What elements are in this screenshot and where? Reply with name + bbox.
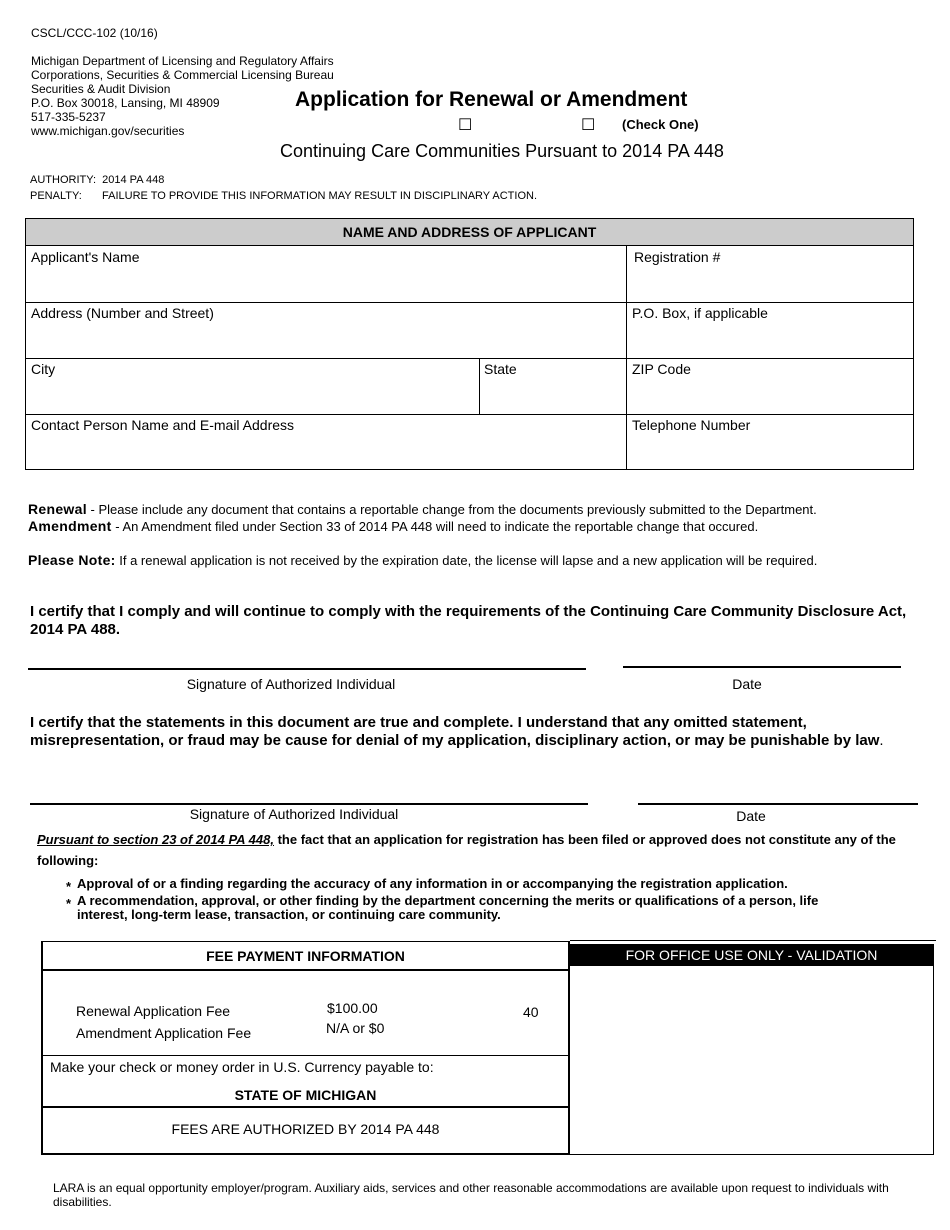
form-id: CSCL/CCC-102 (10/16) bbox=[31, 26, 158, 40]
please-note-label: Please Note: bbox=[28, 552, 116, 568]
fees-authorized-note: FEES ARE AUTHORIZED BY 2014 PA 448 bbox=[171, 1121, 440, 1137]
signature-line-1[interactable] bbox=[28, 668, 586, 670]
agency-line-1: Michigan Department of Licensing and Regulatory Affairs bbox=[31, 54, 334, 68]
page-subtitle: Continuing Care Communities Pursuant to 2014 PA 448 bbox=[280, 141, 724, 161]
renewal-checkbox[interactable]: ☐ bbox=[458, 117, 473, 134]
bullet-text: Approval of or a finding regarding the accuracy of any information in or accompanying the registration application. bbox=[77, 876, 788, 891]
divider bbox=[43, 969, 568, 971]
agency-address: P.O. Box 30018, Lansing, MI 48909 bbox=[31, 96, 220, 110]
city-field[interactable]: City bbox=[31, 361, 56, 377]
fee-section-header: FEE PAYMENT INFORMATION bbox=[206, 948, 405, 964]
equal-opportunity-footer: LARA is an equal opportunity employer/program. Auxiliary aids, services and other reasonable accommodations are available upon request to individuals with disabilities. bbox=[53, 1181, 889, 1209]
amendment-checkbox[interactable]: ☐ bbox=[581, 117, 596, 134]
address-field[interactable]: Address (Number and Street) bbox=[31, 305, 214, 321]
bullet-marker: * bbox=[66, 879, 72, 894]
authority-value: 2014 PA 448 bbox=[102, 174, 165, 186]
amendment-note bbox=[28, 518, 758, 534]
penalty-label: PENALTY: bbox=[30, 190, 82, 202]
renewal-fee-label: Renewal Application Fee bbox=[76, 1003, 231, 1019]
po-box-field[interactable]: P.O. Box, if applicable bbox=[632, 305, 768, 321]
bullet-text: A recommendation, approval, or other finding by the department concerning the merits or qualifications of a person, life interest, long-term lease, transaction, or continuing care community. bbox=[77, 893, 819, 922]
pursuant-reference: Pursuant to section 23 of 2014 PA 448, bbox=[37, 832, 274, 847]
amendment-note-text: - An Amendment filed under Section 33 of 2014 PA 448 will need to indicate the reportable change that occured. bbox=[111, 519, 759, 534]
certification-truth-text: I certify that the statements in this document are true and complete. I understand that any omitted statement, misrepresentation, or fraud may be cause for denial of my application, disciplinary action, or may be punishable by law bbox=[30, 714, 880, 749]
signature-line-2[interactable] bbox=[30, 803, 588, 805]
payable-instruction: Make your check or money order in U.S. Currency payable to: bbox=[50, 1059, 434, 1075]
renewal-note-label: Renewal bbox=[28, 501, 87, 517]
fee-payment-box bbox=[41, 941, 570, 1155]
telephone-field[interactable]: Telephone Number bbox=[632, 417, 751, 433]
page-title: Application for Renewal or Amendment bbox=[295, 88, 688, 111]
agency-phone: 517-335-5237 bbox=[31, 110, 106, 124]
amendment-note-label: Amendment bbox=[28, 518, 112, 534]
agency-block bbox=[31, 54, 334, 138]
date-line-2[interactable] bbox=[638, 803, 918, 805]
agency-line-3: Securities & Audit Division bbox=[31, 82, 171, 96]
date-label-1: Date bbox=[732, 676, 762, 692]
signature-label-1: Signature of Authorized Individual bbox=[186, 676, 396, 692]
registration-number-field[interactable]: Registration # bbox=[634, 249, 721, 265]
renewal-note bbox=[28, 501, 817, 517]
penalty-value: FAILURE TO PROVIDE THIS INFORMATION MAY RESULT IN DISCIPLINARY ACTION. bbox=[102, 190, 537, 202]
office-use-header: FOR OFFICE USE ONLY - VALIDATION bbox=[570, 944, 933, 966]
divider bbox=[43, 1055, 568, 1056]
office-use-box bbox=[570, 944, 934, 1155]
state-field[interactable]: State bbox=[484, 361, 517, 377]
amendment-fee-label: Amendment Application Fee bbox=[76, 1025, 252, 1041]
office-top-rule bbox=[570, 940, 936, 941]
certification-truth bbox=[30, 714, 910, 750]
check-one-label: (Check One) bbox=[622, 117, 699, 132]
payee-name: STATE OF MICHIGAN bbox=[234, 1087, 377, 1103]
authority-line bbox=[30, 173, 164, 187]
applicant-name-field[interactable]: Applicant's Name bbox=[31, 249, 140, 265]
pursuant-statement bbox=[37, 829, 907, 871]
applicant-section-header: NAME AND ADDRESS OF APPLICANT bbox=[26, 219, 913, 246]
applicant-table bbox=[25, 218, 914, 470]
agency-line-2: Corporations, Securities & Commercial Licensing Bureau bbox=[31, 68, 334, 82]
zip-code-field[interactable]: ZIP Code bbox=[632, 361, 691, 377]
renewal-note-text: - Please include any document that contains a reportable change from the documents previously submitted to the Department. bbox=[86, 502, 817, 517]
penalty-line bbox=[30, 189, 537, 203]
date-line-1[interactable] bbox=[623, 666, 901, 668]
certification-truth-period: . bbox=[879, 732, 884, 749]
agency-website: www.michigan.gov/securities bbox=[31, 124, 185, 138]
divider bbox=[43, 1106, 568, 1108]
amendment-fee-amount: N/A or $0 bbox=[326, 1020, 385, 1036]
contact-person-field[interactable]: Contact Person Name and E-mail Address bbox=[31, 417, 295, 433]
bullet-item bbox=[66, 876, 866, 894]
renewal-fee-amount: $100.00 bbox=[327, 1000, 378, 1016]
renewal-fee-code: 40 bbox=[523, 1004, 539, 1020]
date-label-2: Date bbox=[736, 808, 766, 824]
please-note bbox=[28, 552, 817, 568]
certification-compliance: I certify that I comply and will continue to comply with the requirements of the Continuing Care Community Disclosure Act, 2014 PA 488. bbox=[30, 603, 907, 638]
signature-label-2: Signature of Authorized Individual bbox=[189, 806, 399, 822]
pursuant-text: the fact that an application for registration has been filed or approved does not constitute any of the following: bbox=[37, 832, 896, 868]
authority-label: AUTHORITY: bbox=[30, 174, 97, 186]
bullet-marker: * bbox=[66, 896, 72, 911]
please-note-text: If a renewal application is not received by the expiration date, the license will lapse and a new application will be required. bbox=[115, 553, 818, 568]
bullet-item bbox=[66, 894, 836, 922]
